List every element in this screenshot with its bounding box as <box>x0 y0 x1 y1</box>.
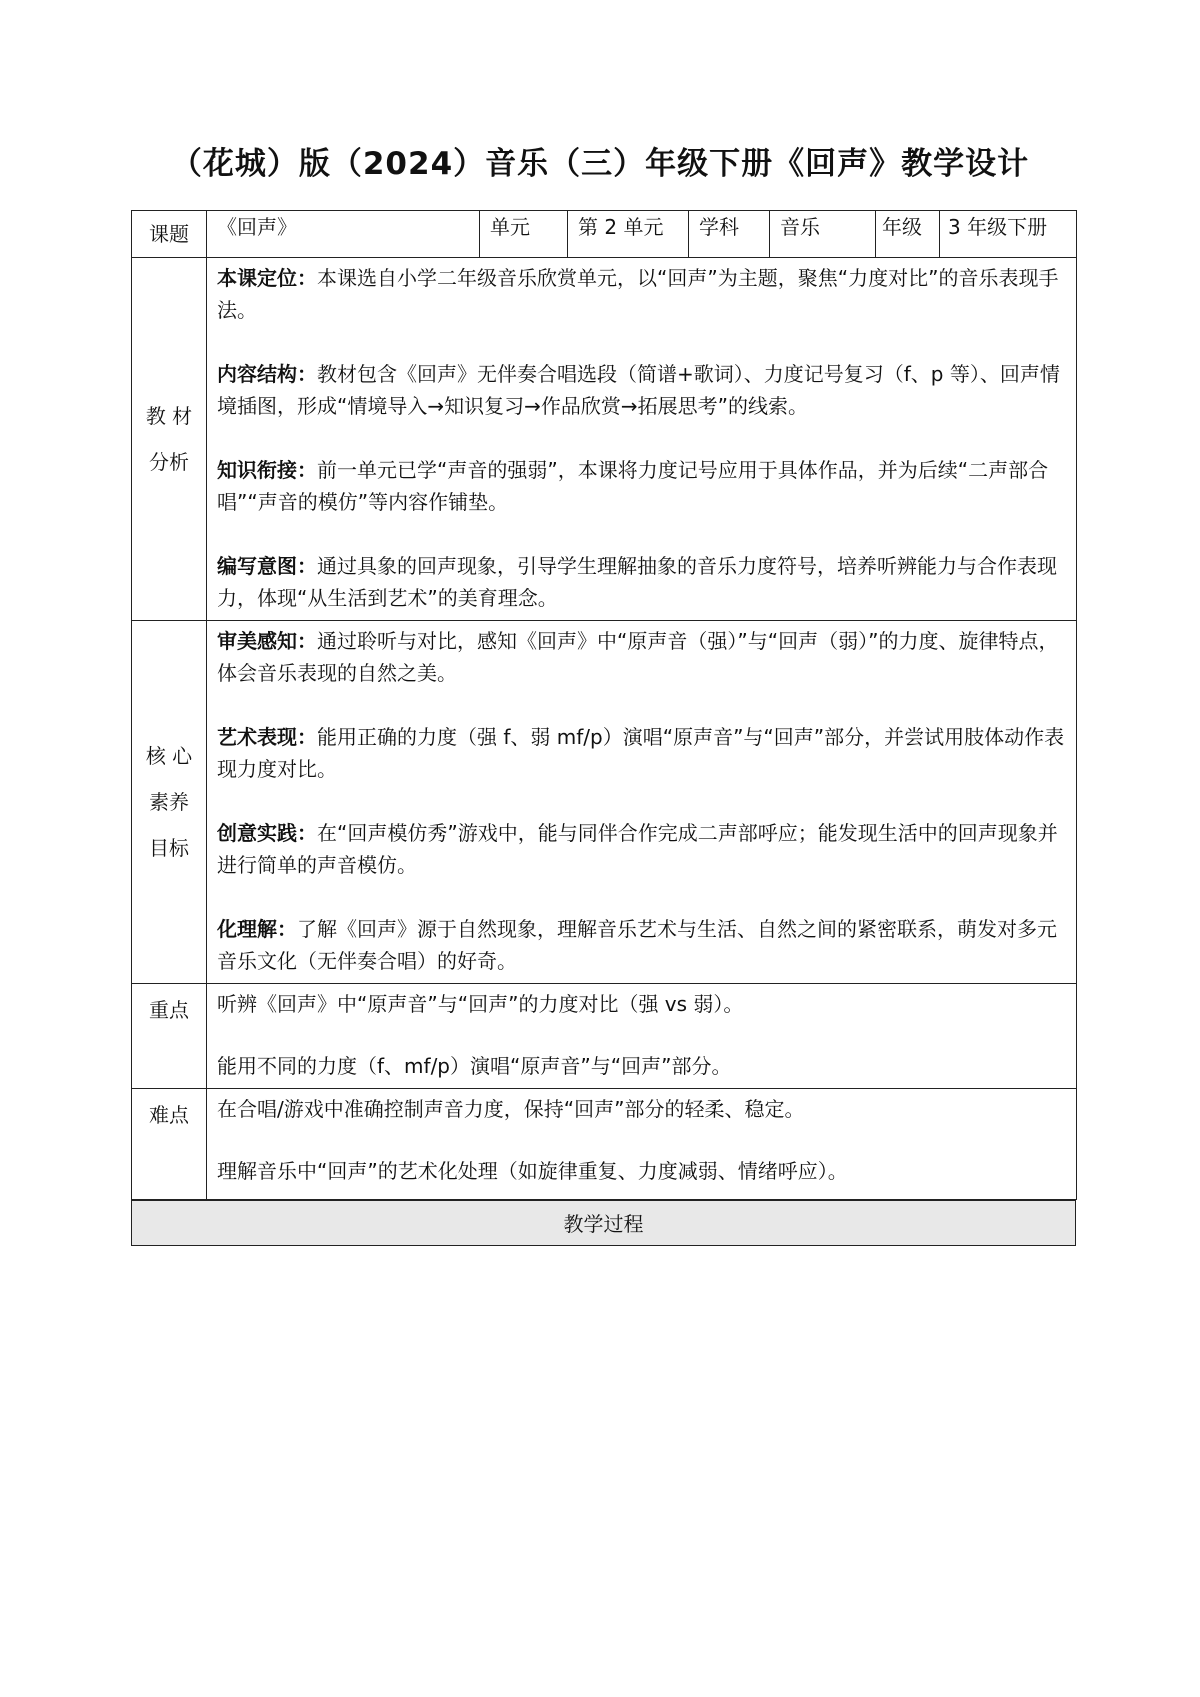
material-analysis-row <box>132 258 1077 621</box>
material-analysis-label <box>132 258 207 621</box>
material-item: 本课定位：本课选自小学二年级音乐欣赏单元，以“回声”为主题，聚焦“力度对比”的音乐表现手法。 <box>217 266 1059 322</box>
key-points-label: 重点 <box>132 984 207 1089</box>
difficulty-item: 在合唱/游戏中准确控制声音力度，保持“回声”部分的轻柔、稳定。 <box>217 1097 805 1121</box>
material-item: 编写意图：通过具象的回声现象，引导学生理解抽象的音乐力度符号，培养听辨能力与合作表现力，体现“从生活到艺术”的美育理念。 <box>217 554 1057 610</box>
unit-label: 单元 <box>480 211 568 258</box>
topic-value: 《回声》 <box>207 211 480 258</box>
teaching-process-bar: 教学过程 <box>131 1200 1076 1246</box>
goal-item: 艺术表现：能用正确的力度（强 f、弱 mf/p）演唱“原声音”与“回声”部分，并尝试用肢体动作表现力度对比。 <box>217 725 1065 781</box>
core-goals-row <box>132 621 1077 984</box>
key-point-item: 听辨《回声》中“原声音”与“回声”的力度对比（强 vs 弱）。 <box>217 992 744 1016</box>
material-item: 知识衔接：前一单元已学“声音的强弱”，本课将力度记号应用于具体作品，并为后续“二声部合唱”“声音的模仿”等内容作铺垫。 <box>217 458 1049 514</box>
material-analysis-label-line2: 分析 <box>149 450 189 474</box>
core-goals-label-line3: 目标 <box>149 836 189 860</box>
grade-label: 年级 <box>876 211 940 258</box>
material-analysis-label-line1: 教 材 <box>145 404 193 428</box>
page-title: （花城）版（2024）音乐（三）年级下册《回声》教学设计 <box>170 146 1030 182</box>
difficulties-label: 难点 <box>132 1089 207 1200</box>
core-goals-label-line2: 素养 <box>149 790 189 814</box>
difficulties-row <box>132 1089 1077 1200</box>
header-row <box>132 211 1077 258</box>
core-goals-label-line1: 核 心 <box>145 744 193 768</box>
goal-item: 审美感知：通过聆听与对比，感知《回声》中“原声音（强）”与“回声（弱）”的力度、旋律特点，体会音乐表现的自然之美。 <box>217 629 1059 685</box>
material-analysis-content <box>207 258 1077 621</box>
grade-value: 3 年级下册 <box>940 211 1077 258</box>
core-goals-content <box>207 621 1077 984</box>
key-point-item: 能用不同的力度（f、mf/p）演唱“原声音”与“回声”部分。 <box>217 1054 732 1078</box>
difficulty-item: 理解音乐中“回声”的艺术化处理（如旋律重复、力度减弱、情绪呼应）。 <box>217 1159 848 1183</box>
difficulties-content <box>207 1089 1077 1200</box>
subject-label: 学科 <box>689 211 770 258</box>
material-item: 内容结构：教材包含《回声》无伴奏合唱选段（简谱+歌词）、力度记号复习（f、p 等）、回声情境插图，形成“情境导入→知识复习→作品欣赏→拓展思考”的线索。 <box>217 362 1060 418</box>
key-points-content <box>207 984 1077 1089</box>
unit-value: 第 2 单元 <box>568 211 689 258</box>
goal-item: 创意实践：在“回声模仿秀”游戏中，能与同伴合作完成二声部呼应；能发现生活中的回声现象并进行简单的声音模仿。 <box>217 821 1058 877</box>
topic-label: 课题 <box>132 211 207 258</box>
lesson-plan-table <box>131 210 1077 1200</box>
goal-item: 化理解：了解《回声》源于自然现象，理解音乐艺术与生活、自然之间的紧密联系，萌发对多元音乐文化（无伴奏合唱）的好奇。 <box>217 917 1057 973</box>
core-goals-label <box>132 621 207 984</box>
subject-value: 音乐 <box>770 211 876 258</box>
key-points-row <box>132 984 1077 1089</box>
